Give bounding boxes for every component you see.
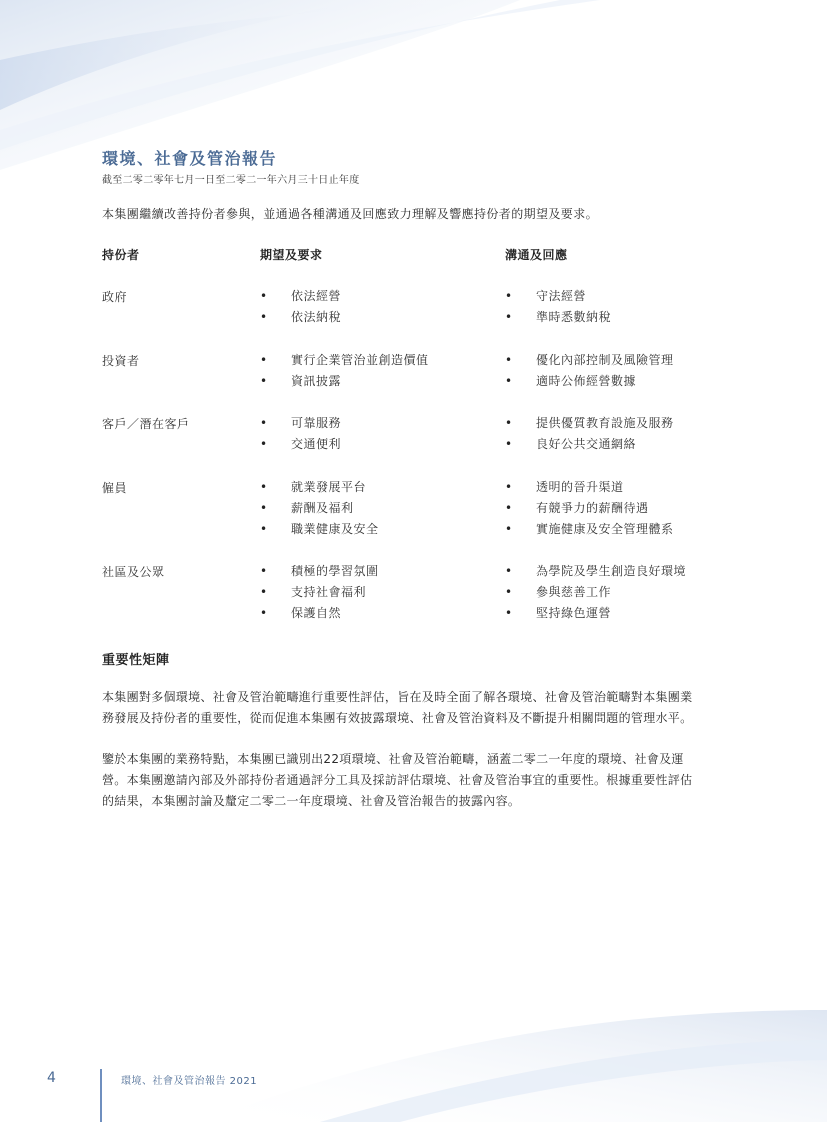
bullet-icon: • [260,353,268,367]
bullet-icon: • [505,585,513,599]
paragraph-line: 營。本集團邀請內部及外部持份者通過評分工具及採訪評估環境、社會及管治事宜的重要性。根據重要性評估 [102,773,693,787]
responses-list [505,352,674,394]
list-item: • 透明的晉升渠道 [505,480,624,494]
column-header-stakeholder: 持份者 [102,248,140,262]
bullet-icon: • [505,480,513,494]
list-item: • 參與慈善工作 [505,585,612,599]
stakeholder-name: 客戶／潛在客戶 [102,417,190,431]
list-item: • 依法納稅 [260,310,342,324]
expectations-list [260,288,341,330]
reporting-period: 截至二零二零年七月一日至二零二一年六月三十日止年度 [102,175,360,186]
bullet-icon: • [260,289,268,303]
list-item: • 提供優質教育設施及服務 [505,416,674,430]
bullet-icon: • [260,564,268,578]
paragraph-line: 務發展及持份者的重要性，從而促進本集團有效披露環境、社會及管治資料及不斷提升相關問題的管理水平。 [102,711,693,725]
bullet-icon: • [505,501,513,515]
materiality-paragraph-2 [102,749,752,812]
bullet-icon: • [505,606,513,620]
list-item: • 實行企業管治並創造價值 [260,353,429,367]
stakeholder-name: 政府 [102,290,128,304]
list-item: • 依法經營 [260,289,342,303]
bullet-icon: • [505,353,513,367]
section-title-materiality: 重要性矩陣 [102,653,170,668]
list-item: • 準時悉數納稅 [505,310,612,324]
bullet-icon: • [505,522,513,536]
responses-list [505,563,686,626]
bullet-icon: • [260,606,268,620]
bullet-icon: • [260,585,268,599]
responses-list [505,415,674,457]
bullet-icon: • [260,437,268,451]
list-item: • 為學院及學生創造良好環境 [505,564,687,578]
bullet-icon: • [505,289,513,303]
bullet-icon: • [505,416,513,430]
responses-list [505,288,611,330]
paragraph-line: 鑒於本集團的業務特點，本集團已識別出22項環境、社會及管治範疇，涵蓋二零二一年度的環境、社會及運 [102,752,684,766]
responses-list [505,479,674,542]
page-title: 環境、社會及管治報告 [102,149,278,168]
expectations-list [260,415,341,457]
paragraph-line: 本集團對多個環境、社會及管治範疇進行重要性評估，旨在及時全面了解各環境、社會及管治範疇對本集團業 [102,690,693,704]
list-item: • 職業健康及安全 [260,522,379,536]
bullet-icon: • [260,416,268,430]
bullet-icon: • [260,310,268,324]
stakeholder-name: 社區及公眾 [102,565,165,579]
bullet-icon: • [505,437,513,451]
bullet-icon: • [505,310,513,324]
list-item: • 守法經營 [505,289,587,303]
list-item: • 就業發展平台 [260,480,367,494]
column-header-responses: 溝通及回應 [505,248,568,262]
bullet-icon: • [260,374,268,388]
list-item: • 適時公佈經營數據 [505,374,637,388]
list-item: • 交通便利 [260,437,342,451]
footer-report-name: 環境、社會及管治報告 2021 [121,1076,258,1087]
bullet-icon: • [505,564,513,578]
list-item: • 有競爭力的薪酬待遇 [505,501,649,515]
bullet-icon: • [260,501,268,515]
column-header-expectations: 期望及要求 [260,248,323,262]
bullet-icon: • [505,374,513,388]
stakeholder-name: 僱員 [102,481,128,495]
paragraph-line: 的結果，本集團討論及釐定二零二一年度環境、社會及管治報告的披露內容。 [102,794,521,808]
list-item: • 保護自然 [260,606,342,620]
list-item: • 堅持綠色運營 [505,606,612,620]
list-item: • 良好公共交通網絡 [505,437,637,451]
list-item: • 實施健康及安全管理體系 [505,522,674,536]
list-item: • 可靠服務 [260,416,342,430]
page-number: 4 [47,1070,56,1086]
list-item: • 積極的學習氛圍 [260,564,379,578]
intro-text: 本集團繼續改善持份者參與，並通過各種溝通及回應致力理解及響應持份者的期望及要求。 [102,207,599,221]
list-item: • 優化內部控制及風險管理 [505,353,674,367]
list-item: • 薪酬及福利 [260,501,354,515]
list-item: • 資訊披露 [260,374,342,388]
expectations-list [260,352,429,394]
expectations-list [260,563,379,626]
expectations-list [260,479,379,542]
bullet-icon: • [260,480,268,494]
materiality-paragraph-1 [102,687,752,729]
bullet-icon: • [260,522,268,536]
stakeholder-name: 投資者 [102,354,140,368]
list-item: • 支持社會福利 [260,585,367,599]
footer-divider [100,1069,102,1122]
